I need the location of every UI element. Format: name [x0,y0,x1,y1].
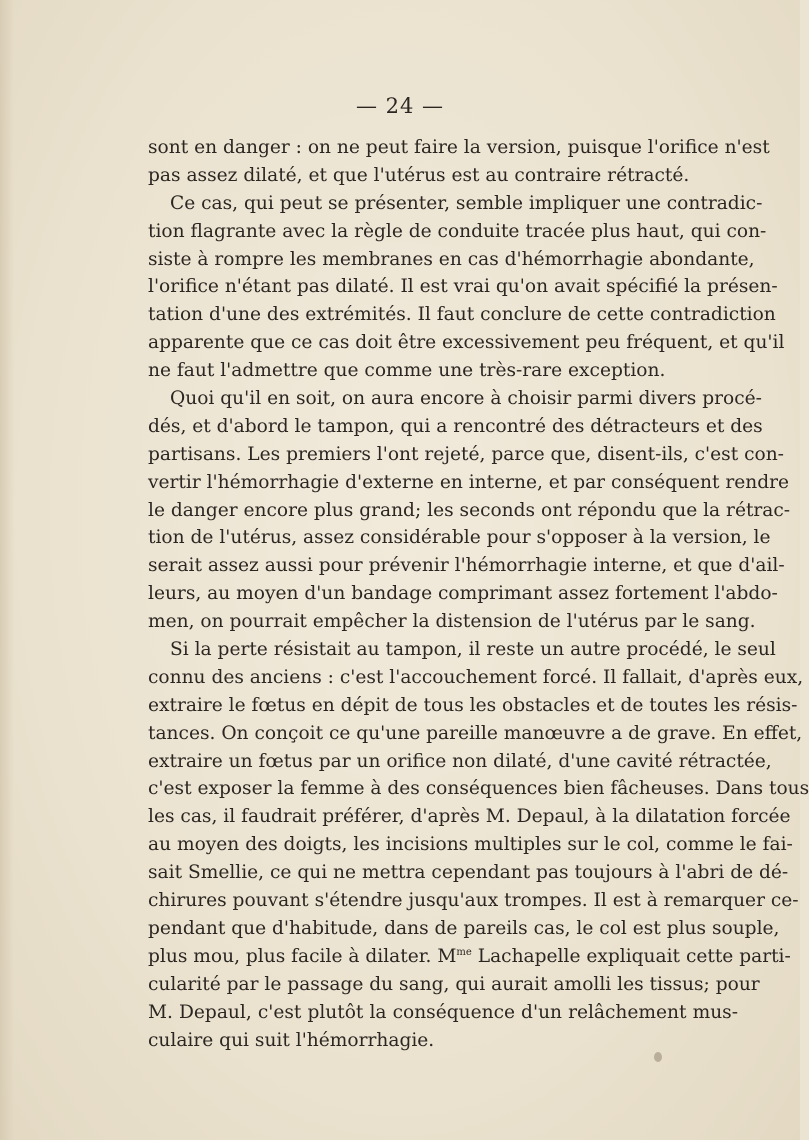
text-line: le danger encore plus grand; les seconds ont répondu que la rétrac- [148,499,791,521]
text-line: ne faut l'admettre que comme une très-rare exception. [148,360,666,382]
text-line: leurs, au moyen d'un bandage comprimant assez fortement l'abdo- [148,583,778,605]
text-line: apparente que ce cas doit être excessivement peu fréquent, et qu'il [148,332,785,354]
text-line: extraire un fœtus par un orifice non dilaté, d'une cavité rétractée, [148,750,772,772]
text-line: connu des anciens : c'est l'accouchement forcé. Il fallait, d'après eux, [148,666,804,688]
text-line [148,943,791,971]
text-line: Quoi qu'il en soit, on aura encore à choisir parmi divers procé- [170,388,762,410]
page-edge-shadow [0,0,14,1140]
page-number-header: — 24 — [355,94,445,118]
text-line: pas assez dilaté, et que l'utérus est au contraire rétracté. [148,164,690,186]
text-line: men, on pourrait empêcher la distension de l'utérus par le sang. [148,611,756,633]
text-line: extraire le fœtus en dépit de tous les obstacles et de toutes les résis- [148,694,798,716]
text-line: siste à rompre les membranes en cas d'hémorrhagie abondante, [148,248,755,270]
text-line: dés, et d'abord le tampon, qui a rencontré des détracteurs et des [148,415,763,437]
text-line: tation d'une des extrémités. Il faut conclure de cette contradiction [148,304,776,326]
text-segment: Lachapelle expliquait cette parti- [471,945,791,967]
text-line: Si la perte résistait au tampon, il reste un autre procédé, le seul [170,639,776,661]
text-line: cularité par le passage du sang, qui aurait amolli les tissus; pour [148,973,760,995]
ink-speck [654,1052,662,1062]
text-line: culaire qui suit l'hémorrhagie. [148,1029,435,1051]
text-line: M. Depaul, c'est plutôt la conséquence d'un relâchement mus- [148,1001,738,1023]
text-line: chirures pouvant s'étendre jusqu'aux trompes. Il est à remarquer ce- [148,890,799,912]
text-line: sait Smellie, ce qui ne mettra cependant pas toujours à l'abri de dé- [148,862,789,884]
text-line: l'orifice n'étant pas dilaté. Il est vrai qu'on avait spécifié la présen- [148,276,778,298]
text-line: les cas, il faudrait préférer, d'après M. Depaul, à la dilatation forcée [148,806,791,828]
text-line: c'est exposer la femme à des conséquences bien fâcheuses. Dans tous [148,778,809,800]
text-segment: plus mou, plus facile à dilater. M [148,945,457,967]
text-line: pendant que d'habitude, dans de pareils cas, le col est plus souple, [148,917,780,939]
text-line: Ce cas, qui peut se présenter, semble impliquer une contradic- [170,192,763,214]
text-line: tances. On conçoit ce qu'une pareille manœuvre a de grave. En effet, [148,722,803,744]
text-line: partisans. Les premiers l'ont rejeté, parce que, disent-ils, c'est con- [148,443,784,465]
text-line: sont en danger : on ne peut faire la version, puisque l'orifice n'est [148,137,770,158]
superscript: me [456,946,472,958]
text-line: au moyen des doigts, les incisions multiples sur le col, comme le fai- [148,834,793,856]
text-line: tion de l'utérus, assez considérable pour s'opposer à la version, le [148,527,771,549]
text-line: vertir l'hémorrhagie d'externe en interne, et par conséquent rendre [148,471,790,493]
text-line: serait assez aussi pour prévenir l'hémorrhagie interne, et que d'ail- [148,555,785,577]
body-text [148,134,809,1054]
text-line: tion flagrante avec la règle de conduite tracée plus haut, qui con- [148,220,767,242]
